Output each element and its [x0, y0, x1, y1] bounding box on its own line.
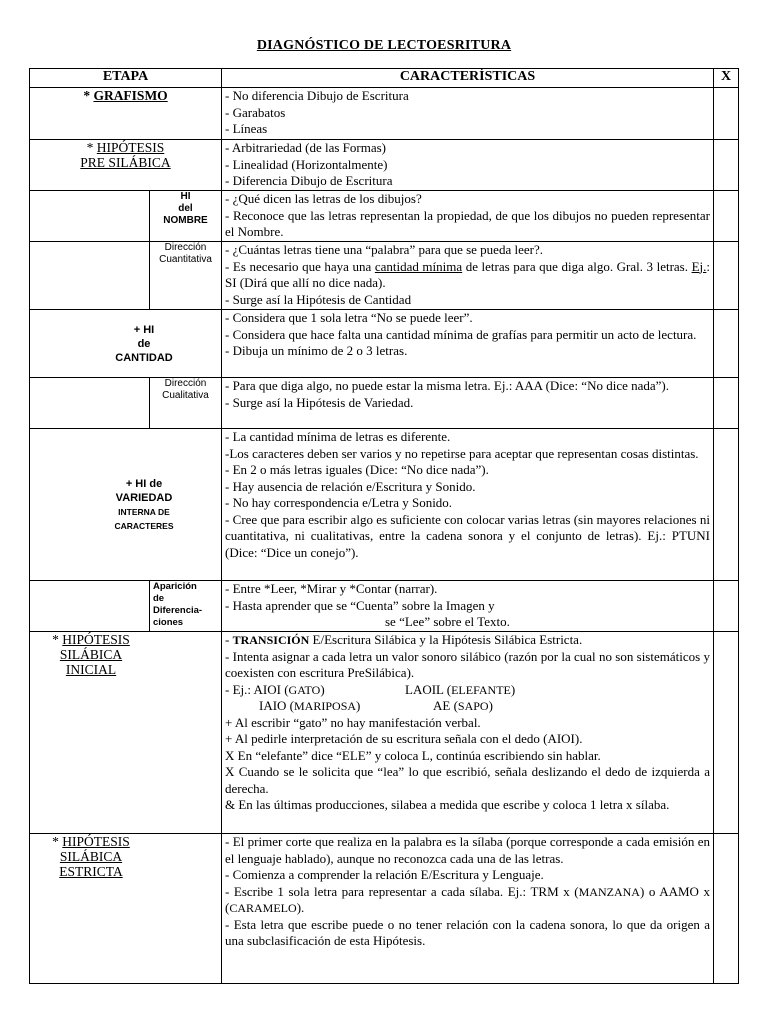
caracteristica-line: - Arbitrariedad (de las Formas): [225, 140, 387, 155]
sub-etapa-label: Cualitativa: [162, 390, 209, 401]
small-caps-text: MANZANA: [578, 884, 640, 899]
etapa-presilabica: [30, 140, 222, 191]
caracteristica-line: - El primer corte que realiza en la palabra es la sílaba (porque corresponde a cada emisión en el lenguaje hablado), aunque no reconozca cada una de las letras.: [225, 834, 710, 866]
caracteristica-line: - Entre *Leer, *Mirar y *Contar (narrar).: [225, 581, 438, 596]
caracteristica-line: - ¿Cuántas letras tiene una “palabra” para que se pueda leer?.: [225, 242, 543, 257]
caracteristica-line: - Hay ausencia de relación e/Escritura y Sonido.: [225, 478, 476, 494]
caracteristica-line: - Dibuja un mínimo de 2 o 3 letras.: [225, 343, 408, 358]
sub-etapa-label: de: [153, 593, 165, 604]
caracteristica-line: - Comienza a comprender la relación E/Escritura y Lenguaje.: [225, 867, 544, 882]
etapa-empty: [30, 378, 150, 429]
caracteristica-line: - En 2 o más letras iguales (Dice: “No dice nada”).: [225, 462, 489, 477]
checkbox-cell-grafismo[interactable]: [714, 88, 739, 140]
caracteristica-line: - Linealidad (Horizontalmente): [225, 156, 388, 172]
row-cantidad: [30, 310, 739, 378]
sub-etapa-label: Dirección: [164, 242, 207, 253]
etapa-label: HIPÓTESIS: [62, 632, 130, 647]
checkbox-cell-cualitativa[interactable]: [714, 378, 739, 429]
sub-etapa-cuantitativa: [150, 242, 222, 310]
etapa-prefix: *: [52, 632, 63, 647]
caracteristica-line: - Surge así la Hipótesis de Variedad.: [225, 394, 414, 410]
row-presilabica: [30, 140, 739, 191]
caracteristica-line: [225, 259, 710, 292]
sub-etapa-diferenciaciones: [150, 581, 222, 632]
etapa-label: SILÁBICA: [59, 849, 123, 864]
caracteristicas-grafismo: [222, 88, 714, 140]
etapa-label: CANTIDAD: [115, 351, 173, 364]
text-fragment: E/Escritura Silábica y la Hipótesis Silábica Estricta.: [309, 632, 583, 647]
etapa-label: HIPÓTESIS: [62, 834, 130, 849]
etapa-label: CARACTERES: [114, 520, 174, 531]
text-fragment: - Ej.: AIOI (: [225, 681, 289, 697]
caracteristica-line: [225, 884, 710, 917]
text-fragment: LAOIL (: [405, 681, 452, 697]
etapa-silabica-inicial: [30, 632, 222, 834]
caracteristicas-presilabica: [222, 140, 714, 191]
sub-etapa-label: del: [178, 203, 193, 214]
etapa-label: + HI: [133, 323, 155, 336]
etapa-variedad: [30, 429, 222, 581]
small-caps-text: CARAMELO: [229, 901, 297, 915]
text-fragment: ): [510, 681, 516, 697]
text-fragment: ): [356, 698, 361, 713]
etapa-label: GRAFISMO: [93, 88, 168, 103]
text-fragment: ) o AAMO x (: [225, 883, 710, 915]
text-fragment: IAIO (: [259, 698, 295, 713]
checkbox-cell-nombre[interactable]: [714, 191, 739, 242]
caracteristica-line: -Los caracteres deben ser varios y no repetirse para aceptar que representan cosas distintas.: [225, 445, 699, 461]
caracteristica-line: - Líneas: [225, 121, 268, 136]
sub-etapa-label: Cuantitativa: [159, 254, 212, 265]
caracteristica-line: X Cuando se le solicita que “lea” lo que escribió, señala deslizando el dedo de izquierda a derecha.: [225, 764, 710, 796]
caracteristicas-silabica-inicial: [222, 632, 714, 834]
caracteristica-line: - La cantidad mínima de letras es diferente.: [225, 429, 451, 444]
caracteristicas-cantidad: [222, 310, 714, 378]
text-fragment: ): [320, 681, 325, 697]
checkbox-cell-cuantitativa[interactable]: [714, 242, 739, 310]
text-fragment: de letras para que diga algo. Gral. 3 letras.: [462, 258, 692, 274]
small-caps-text: SAPO: [457, 699, 489, 713]
etapa-empty: [30, 242, 150, 310]
etapa-label: INICIAL: [65, 662, 117, 677]
checkbox-cell-diferenciaciones[interactable]: [714, 581, 739, 632]
caracteristica-line: - Hasta aprender que se “Cuenta” sobre la Imagen y: [225, 597, 495, 613]
etapa-prefix: *: [83, 88, 94, 103]
sub-etapa-label: Aparición: [153, 581, 197, 592]
etapa-prefix: *: [86, 140, 97, 155]
text-fragment: AE (: [433, 698, 458, 713]
sub-etapa-label: HI: [180, 191, 191, 202]
text-fragment: : SI (Dirá que allí no dice nada).: [225, 258, 710, 290]
etapa-label: VARIEDAD: [115, 491, 173, 504]
row-diferenciaciones: [30, 581, 739, 632]
etapa-label: SILÁBICA: [59, 647, 123, 662]
sub-etapa-cualitativa: [150, 378, 222, 429]
etapa-label: ESTRICTA: [59, 864, 123, 879]
text-fragment: ).: [296, 900, 305, 915]
etapa-cantidad: [30, 310, 222, 378]
bold-text: TRANSICIÓN: [232, 633, 310, 647]
caracteristica-line: - Diferencia Dibujo de Escritura: [225, 173, 393, 188]
checkbox-cell-cantidad[interactable]: [714, 310, 739, 378]
etapa-label: HIPÓTESIS: [96, 140, 165, 155]
header-row: [30, 69, 739, 88]
caracteristicas-cuantitativa: [222, 242, 714, 310]
row-variedad: [30, 429, 739, 581]
caracteristica-line: & En las últimas producciones, silabea a medida que escribe y coloca 1 letra x sílaba.: [225, 797, 670, 812]
diagnostic-table: [29, 68, 739, 984]
row-cuantitativa: [30, 242, 739, 310]
underlined-text: cantidad mínima: [374, 258, 463, 274]
example-line: [225, 698, 710, 715]
caracteristica-line: - No diferencia Dibujo de Escritura: [225, 88, 409, 103]
etapa-empty: [30, 581, 150, 632]
text-fragment: - Escribe 1 sola letra para representar a cada sílaba. Ej.: TRM x (: [225, 883, 579, 899]
underlined-text: Ej.: [691, 258, 707, 274]
checkbox-cell-presilabica[interactable]: [714, 140, 739, 191]
header-caracteristicas: CARACTERÍSTICAS: [222, 69, 714, 88]
small-caps-text: MARIPOSA: [294, 699, 357, 713]
header-x: X: [714, 69, 739, 88]
document-title: DIAGNÓSTICO DE LECTOESRITURA: [256, 38, 512, 53]
etapa-empty: [30, 191, 150, 242]
checkbox-cell-variedad[interactable]: [714, 429, 739, 581]
caracteristica-line: - Garabatos: [225, 104, 286, 120]
header-etapa: ETAPA: [30, 69, 222, 88]
caracteristica-line: - Cree que para escribir algo es suficiente con colocar varias letras (sin mayores relaciones ni cuantitativa, ni cualitativas, entre la cadena sonora y el conjunto de letras). Ej.: PTUNI (Dice: “Dice un conejo”).: [225, 511, 710, 560]
row-cualitativa: [30, 378, 739, 429]
etapa-silabica-estricta: [30, 834, 222, 984]
caracteristicas-silabica-estricta: [222, 834, 714, 984]
checkbox-cell-silabica-inicial[interactable]: [714, 632, 739, 834]
caracteristica-line: - Surge así la Hipótesis de Cantidad: [225, 291, 412, 307]
caracteristica-line: - Intenta asignar a cada letra un valor sonoro silábico (razón por la cual no son sistemáticos y coexisten con escritura PreSilábica).: [225, 648, 710, 680]
row-nombre: [30, 191, 739, 242]
caracteristica-line: - ¿Qué dicen las letras de los dibujos?: [225, 191, 422, 206]
row-silabica-inicial: [30, 632, 739, 834]
etapa-label: + HI de: [125, 477, 163, 490]
text-fragment: ): [488, 698, 493, 713]
caracteristica-line: - Considera que hace falta una cantidad mínima de grafías para permitir un acto de lectura.: [225, 326, 697, 342]
row-silabica-estricta: [30, 834, 739, 984]
sub-etapa-nombre: [150, 191, 222, 242]
text-fragment: -: [225, 632, 233, 647]
caracteristica-line: + Al pedirle interpretación de su escritura señala con el dedo (AIOI).: [225, 731, 583, 746]
caracteristicas-nombre: [222, 191, 714, 242]
caracteristica-line: - Esta letra que escribe puede o no tener relación con la cadena sonora, lo que da origen a una subclasificación de esta Hipótesis.: [225, 916, 710, 948]
caracteristicas-diferenciaciones: [222, 581, 714, 632]
caracteristica-line: X En “elefante” dice “ELE” y coloca L, continúa escribiendo sin hablar.: [225, 747, 601, 763]
small-caps-text: GATO: [288, 682, 321, 697]
caracteristica-line: - No hay correspondencia e/Letra y Sonido.: [225, 495, 453, 510]
etapa-grafismo: [30, 88, 222, 140]
etapa-label: PRE SILÁBICA: [80, 155, 171, 170]
row-grafismo: [30, 88, 739, 140]
sub-etapa-label: NOMBRE: [163, 215, 208, 226]
etapa-label: INTERNA DE: [118, 506, 170, 517]
sub-etapa-label: ciones: [153, 617, 184, 628]
example-line: [225, 682, 710, 699]
etapa-prefix: *: [52, 834, 63, 849]
caracteristica-line: + Al escribir “gato” no hay manifestación verbal.: [225, 714, 481, 730]
text-fragment: - Es necesario que haya una: [225, 258, 375, 274]
sub-etapa-label: Dirección: [164, 378, 207, 389]
caracteristica-line: - Para que diga algo, no puede estar la misma letra. Ej.: AAA (Dice: “No dice nada”).: [225, 378, 670, 393]
checkbox-cell-silabica-estricta[interactable]: [714, 834, 739, 984]
small-caps-text: ELEFANTE: [451, 682, 511, 697]
caracteristicas-variedad: [222, 429, 714, 581]
caracteristica-line: [225, 632, 710, 649]
caracteristicas-cualitativa: [222, 378, 714, 429]
etapa-label: de: [137, 337, 151, 350]
sub-etapa-label: Diferencia-: [153, 605, 203, 616]
caracteristica-line: se “Lee” sobre el Texto.: [385, 614, 510, 629]
caracteristica-line: - Considera que 1 sola letra “No se puede leer”.: [225, 310, 473, 325]
caracteristica-line: - Reconoce que las letras representan la propiedad, de que los dibujos no pueden representar el Nombre.: [225, 207, 710, 239]
